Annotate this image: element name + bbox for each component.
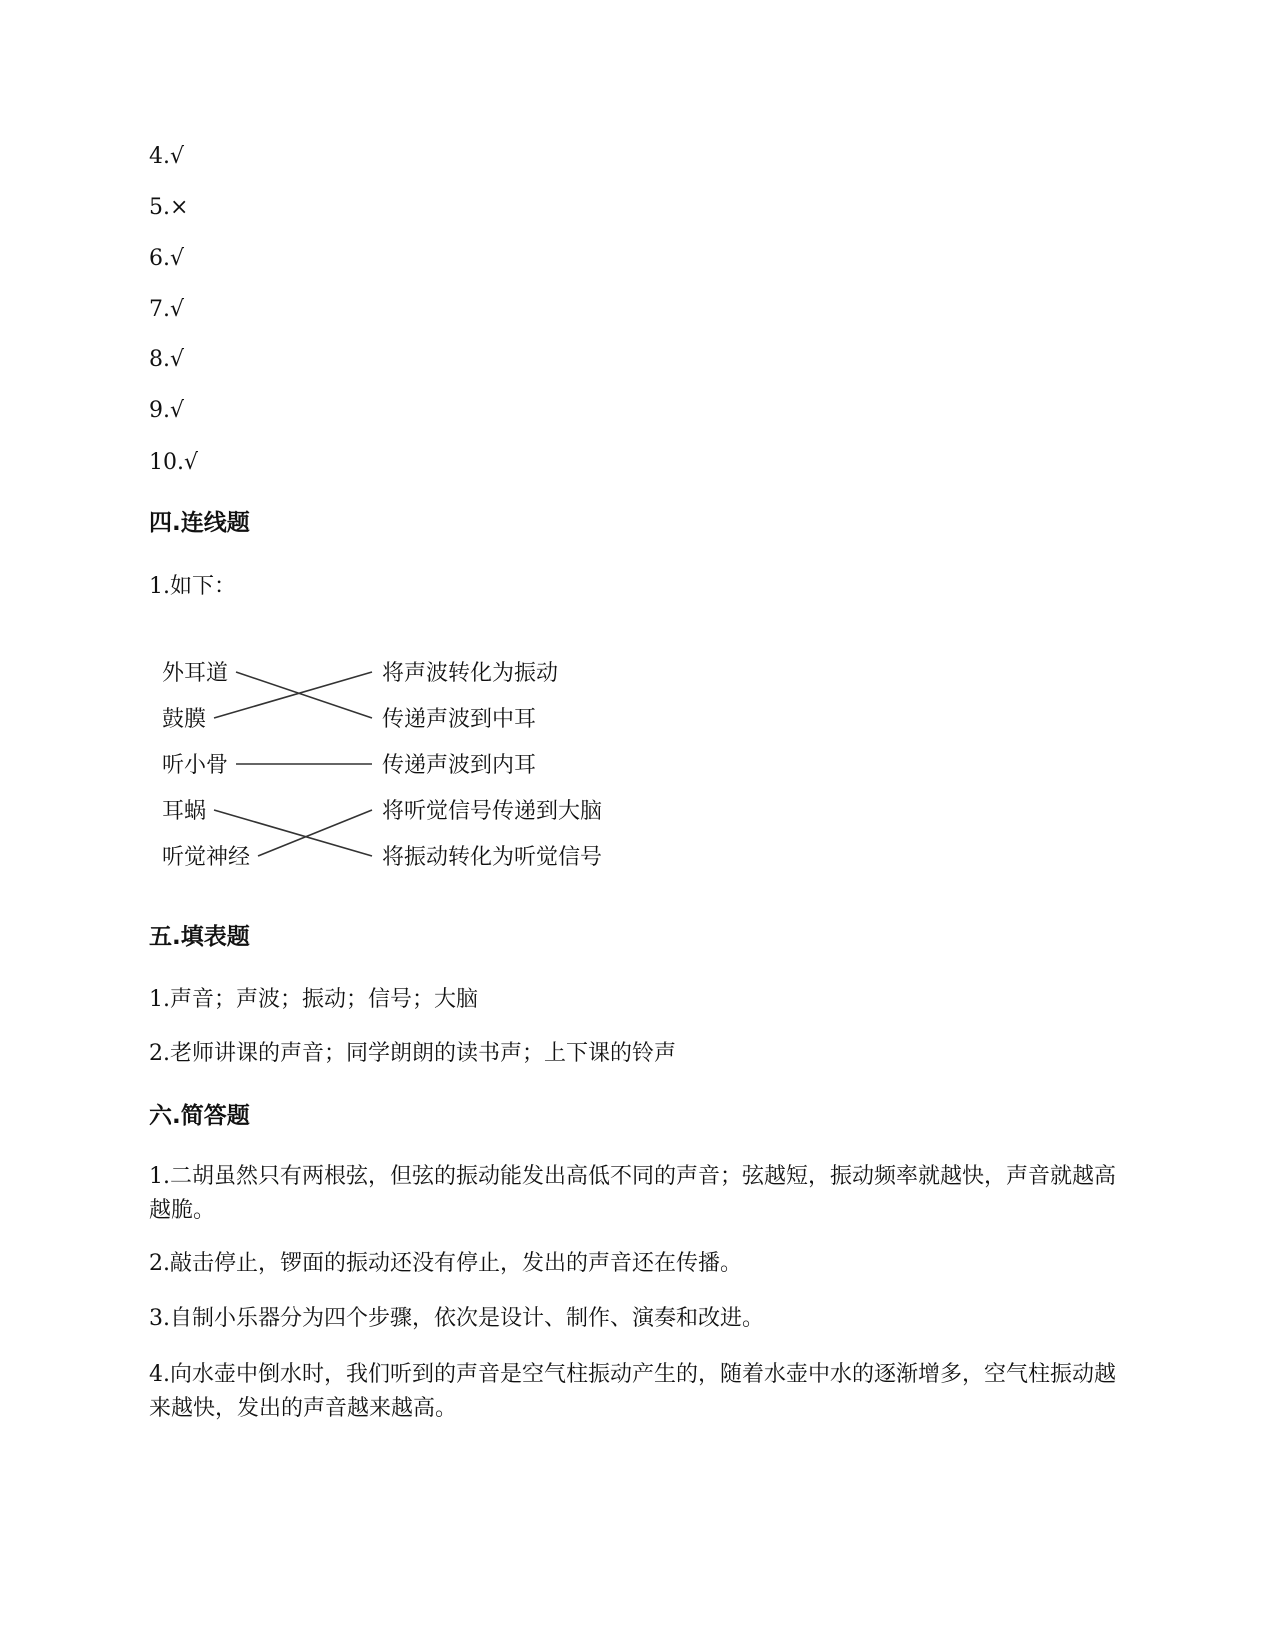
right-item: 传递声波到中耳	[382, 707, 537, 732]
answer-paragraph: 4.向水壶中倒水时，我们听到的声音是空气柱振动产生的，随着水壶中水的逐渐增多，空气柱振动越来越快，发出的声音越来越高。	[149, 1362, 1116, 1421]
left-item: 耳蜗	[162, 799, 207, 824]
connection-line	[214, 672, 372, 718]
question-label: 1.如下：	[149, 574, 236, 599]
section-heading: 六.简答题	[149, 1103, 250, 1129]
section-heading: 五.填表题	[149, 924, 250, 950]
left-item: 听觉神经	[162, 845, 251, 870]
answer-line: 9.√	[149, 398, 185, 423]
answer-line: 2.老师讲课的声音；同学朗朗的读书声；上下课的铃声	[149, 1041, 676, 1066]
connection-line	[258, 810, 372, 856]
section-heading: 四.连线题	[149, 510, 250, 536]
left-item: 鼓膜	[162, 707, 207, 732]
matching-diagram	[160, 656, 630, 906]
answer-line: 10.√	[149, 450, 199, 475]
answer-paragraph: 1.二胡虽然只有两根弦，但弦的振动能发出高低不同的声音；弦越短，振动频率就越快，声音就越高越脆。	[149, 1164, 1116, 1223]
left-item: 外耳道	[162, 661, 229, 686]
answer-line: 4.√	[149, 144, 185, 169]
answer-line: 6.√	[149, 246, 185, 271]
answer-line: 5.×	[149, 195, 189, 220]
right-item: 传递声波到内耳	[382, 753, 537, 778]
connection-line	[236, 672, 372, 718]
right-item: 将声波转化为振动	[382, 661, 559, 686]
right-item: 将振动转化为听觉信号	[382, 845, 603, 870]
answer-line: 1.声音；声波；振动；信号；大脑	[149, 987, 478, 1012]
answer-line: 7.√	[149, 297, 185, 322]
answer-paragraph: 3.自制小乐器分为四个步骤，依次是设计、制作、演奏和改进。	[149, 1306, 764, 1331]
answer-line: 8.√	[149, 347, 185, 372]
answer-paragraph: 2.敲击停止，锣面的振动还没有停止，发出的声音还在传播。	[149, 1251, 742, 1276]
right-item: 将听觉信号传递到大脑	[382, 799, 603, 824]
left-item: 听小骨	[162, 753, 229, 778]
